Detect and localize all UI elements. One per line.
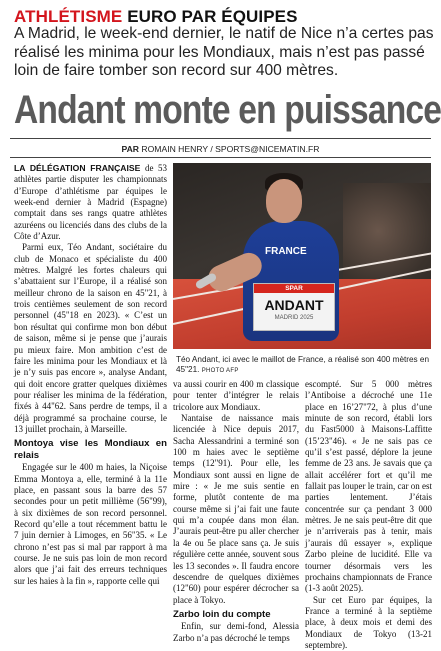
byline-author: ROMAIN HENRY / SPORTS@NICEMATIN.FR — [141, 144, 320, 154]
col2-paragraph-3: Enfin, sur demi-fond, Alessia Zarbo n’a pas décroché le temps — [173, 621, 299, 643]
article-photo — [173, 163, 431, 349]
subhead-montoya: Montoya vise les Mondiaux en relais — [14, 438, 167, 461]
kicker-sport: ATHLÉTISME — [14, 7, 123, 26]
article-chapo: A Madrid, le week-end dernier, le natif de Nice n’a certes pas réalisé les minima pour les Mondiaux, mais n’est pas passé loin de faire tomber son record sur 400 mètres. — [14, 25, 434, 80]
article-column-3 — [305, 379, 432, 651]
photo-caption — [176, 355, 432, 376]
col1-paragraph-1: de 53 athlètes partie disputer les championnats d’Europe d’athlétisme par équipes le week-end dernier à Madrid (Espagne) comptait dans ses rangs quatre athlètes azuréens ou licenciés dans des clubs de la Côte d’Azur. — [14, 163, 167, 242]
photo-bib-event: MADRID 2025 — [274, 315, 314, 321]
subhead-zarbo: Zarbo loin du compte — [173, 608, 271, 620]
section-kicker — [14, 7, 298, 27]
photo-caption-text: Téo Andant, ici avec le maillot de France, a réalisé son 400 mètres en 45"21. — [176, 355, 430, 375]
byline-par: PAR — [121, 144, 140, 154]
col2-paragraph-1: va aussi courir en 400 m classique pour tenter d’intégrer le relais tricolore aux Mondiaux. — [173, 379, 299, 412]
col3-paragraph-1: escompté. Sur 5 000 mètres l’Antiboise a décroché une 11e place en 16’27"72, à plus d’une minute de son record, établi lors du Fast5000 à Maisons-Laffitte (15’23"46). « Je ne sais pas ce qu’il s’est passé, déplore la jeune femme de 23 ans. Je savais que ça allait accélérer fort et qu’il me fallait pas louper le train, car on est parties lentement. J’étais concentrée sur ça pendant 3 000 mètres. Je ne sais peut-être dit que je n’arriverais pas à tenir, mais j’aurais dû essayer », explique Zarbo pleine de lucidité. Elle va tourner désormais vers les prochains championnats de France (1-3 août 2025). — [305, 379, 432, 594]
kicker-event: EURO PAR ÉQUIPES — [127, 7, 298, 26]
article-headline: Andant monte en puissance — [14, 88, 441, 132]
article-lead-in: LA DÉLÉGATION FRANÇAISE — [14, 163, 141, 173]
col3-paragraph-2: Sur cet Euro par équipes, la France a terminé à la septième place, à deux mois et demi des Mondiaux de Tokyo (13-21 septembre). — [305, 594, 432, 650]
article-column-2 — [173, 379, 299, 644]
article-column-1 — [14, 163, 167, 587]
photo-bib-sponsor: SPAR — [254, 284, 334, 293]
col1-paragraph-2: Parmi eux, Téo Andant, sociétaire du club de Monaco et spécialiste du 400 mètres. Malgré les fortes chaleurs qui s’abattaient sur l’Europe, il a réalisé son meilleur chrono de la saison en 45"21, à trois centièmes seulement de son record personnel (45"18 en 2023). « C’est un bon résultat qui confirme mon bon début de saison, même si je pense que j’aurais pu mieux faire. Mon ambition c’est de faire les minima pour les Mondiaux et là je n’y suis pas encore », analyse Andant, qui doit encore gratter quelques dixièmes pour réaliser les minima de la fédération, fixés à 44"62. Sans perdre de temps, il a déjà programmé sa prochaine course, le 13 juillet prochain, à Marseille. — [14, 242, 167, 434]
photo-athlete-head — [266, 179, 302, 223]
photo-credit: PHOTO AFP — [201, 368, 239, 375]
photo-bib — [253, 283, 335, 331]
photo-bib-name: ANDANT — [264, 297, 324, 313]
photo-jersey-text: FRANCE — [265, 246, 307, 257]
col2-paragraph-2: Nantaise de naissance mais licenciée à Nice depuis 2017, Sacha Alessandrini a terminé son 100 m haies avec le septième temps (12"91). Pour elle, les Mondiaux sont aussi en ligne de mire : « Je me suis sentie en forme, plutôt contente de ma course même si j’ai fait une faute qui m’a coupée dans mon élan. J’aurais peut-être pu aller chercher la 4e ou 5e place sans ça. Je suis régulière cette année, souvent sous les 13 secondes ». Il faudra encore descendre de quelques dixièmes (12"60) pour espérer décrocher sa place à Tokyo. — [173, 413, 299, 605]
divider-byline — [10, 157, 431, 158]
col1-paragraph-3: Engagée sur le 400 m haies, la Niçoise Emma Montoya a, elle, terminé à la 11e place, en passant sous la barre des 57 secondes pour un petit millième (56"99), à six dixièmes de son record personnel. Record qu’elle a tout récemment battu le 7 juin dernier à Limoges, en 56"35. « Le chrono n’est pas si mal par rapport à ma course. Je ne suis pas loin de mon record alors que j’ai fait des erreurs techniques sur les haies à la fin », rapporte celle qui — [14, 462, 167, 586]
divider-top — [10, 138, 431, 139]
byline — [0, 144, 441, 154]
